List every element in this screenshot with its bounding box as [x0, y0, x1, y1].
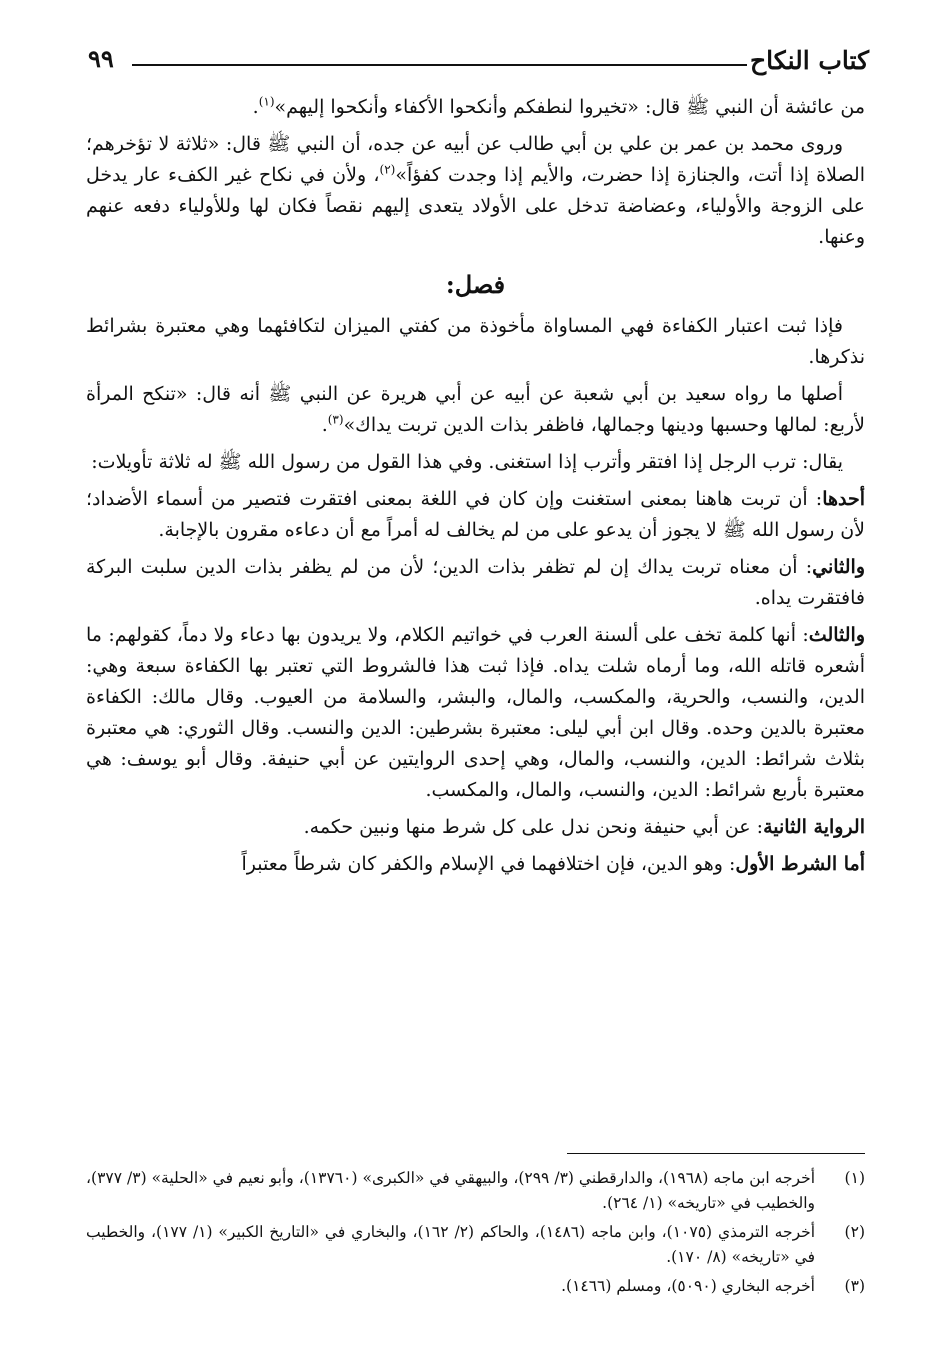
paragraph: من عائشة أن النبي ﷺ قال: «تخيروا لنطفكم وأنكحوا الأكفاء وأنكحوا إليهم»$^{(١)}$. [252, 94, 865, 118]
footnotes [86, 1166, 865, 1303]
footnote-text: أخرجه الترمذي (١٠٧٥)، وابن ماجه (١٤٨٦)، والحاكم (٢/ ١٦٢)، والبخاري في «التاريخ الكبير» (١/ ١٧٧)، والخطيب في «تاريخه» (٨/ ١٧٠). [86, 1223, 816, 1266]
section-title: فصل: [445, 270, 506, 299]
paragraph: الرواية الثانية: عن أبي حنيفة ونحن ندل على كل شرط منها ونبين حكمه. [303, 816, 865, 838]
footnote [86, 1274, 865, 1299]
footnote-ref: (٣) [327, 412, 344, 427]
paragraph-lead: أحدها [822, 488, 865, 510]
footnote-number: (٢) [844, 1223, 865, 1241]
paragraph: يقال: ترب الرجل إذا افتقر وأترب إذا استغنى. وفي هذا القول من رسول الله ﷺ له ثلاثة تأويلات: [91, 451, 843, 473]
paragraph-lead: الرواية الثانية [763, 816, 865, 838]
paragraph: والثالث: أنها كلمة تخف على ألسنة العرب في خواتيم الكلام، ولا يريدون بها دعاء ولا دماً، كقولهم: ما أشعره قاتله الله، وما أرماه شلت يداه. فإذا ثبت هذا فالشروط التي تعتبر بها الكفاءة سبعة وهي: الدين، والنسب، والحرية، والمكسب، والمال، والبشر، والسلامة من العيوب. وقال مالك: الكفاءة معتبرة بالدين وحده. وقال ابن أبي ليلى: معتبرة بشرطين: الدين والنسب. وقال الثوري: هي معتبرة بثلاث شرائط: الدين، والنسب، والمال، وهي إحدى الروايتين عن أبي حنيفة. وقال أبو يوسف: هي معتبرة بأربع شرائط: الدين، والنسب، والمال، والمكسب. [86, 624, 865, 801]
footnote-text: أخرجه ابن ماجه (١٩٦٨)، والدارقطني (٣/ ٢٩٩)، والبيهقي في «الكبرى» (١٣٧٦٠)، وأبو نعيم في «الحلية» (٣/ ٣٧٧)، والخطيب في «تاريخه» (١/ ٢٦٤). [86, 1169, 815, 1212]
chapter-title: كتاب النكاح [750, 46, 869, 75]
footnote-number: (١) [844, 1169, 865, 1187]
footnote-number: (٣) [844, 1277, 865, 1295]
footnote-rule [567, 1153, 865, 1154]
paragraph-lead: والثالث [808, 624, 865, 646]
paragraph: أحدها: أن تربت هاهنا بمعنى استغنت وإن كان في اللغة بمعنى افتقرت فتصير من أسماء الأضداد؛ لأن رسول الله ﷺ لا يجوز أن يدعو على من لم يخالف له أمراً مع أن دعاءه مقرون بالإجابة. [86, 488, 865, 541]
paragraph: أصلها ما رواه سعيد بن أبي شعبة عن أبيه عن أبي هريرة عن النبي ﷺ أنه قال: «تنكح المرأة لأربع: لمالها وحسبها ودينها وجمالها، فاظفر بذات الدين تربت يداك»$^{(٣)}$. [86, 383, 865, 436]
header-rule [132, 64, 747, 66]
paragraph: فإذا ثبت اعتبار الكفاءة فهي المساواة مأخوذة من كفتي الميزان لتكافئهما وهي معتبرة بشرائط نذكرها. [86, 315, 865, 368]
footnote-ref: (١) [258, 94, 275, 109]
footnote [86, 1166, 865, 1216]
footnote-ref: (٢) [379, 162, 396, 177]
paragraph: والثاني: أن معناه تربت يداك إن لم تظفر بذات الدين؛ لأن من لم يظفر بذات الدين سلبت البركة فافتقرت يداه. [86, 556, 865, 609]
paragraph-lead: والثاني [812, 556, 865, 578]
paragraph: أما الشرط الأول: وهو الدين، فإن اختلافهما في الإسلام والكفر كان شرطاً معتبراً [241, 853, 865, 875]
page-number: ٩٩ [88, 44, 114, 73]
footnote [86, 1220, 865, 1270]
paragraph-lead: أما الشرط الأول [735, 853, 865, 875]
paragraph: وروى محمد بن عمر بن علي بن أبي طالب عن أبيه عن جده، أن النبي ﷺ قال: «ثلاثة لا تؤخرهم؛ الصلاة إذا أتت، والجنازة إذا حضرت، والأيم إذا وجدت كفؤاً»$^{(٢)}$، ولأن في نكاح غير الكفء عار يدخل على الزوجة والأولياء، وعضاضة تدخل على الأولاد يتعدى إليهم نقصاً فكان لها وللأولياء دفعه عنهم وعنها. [86, 133, 866, 248]
running-header [88, 44, 869, 84]
footnote-text: أخرجه البخاري (٥٠٩٠)، ومسلم (١٤٦٦). [561, 1277, 815, 1295]
main-text [86, 92, 865, 886]
